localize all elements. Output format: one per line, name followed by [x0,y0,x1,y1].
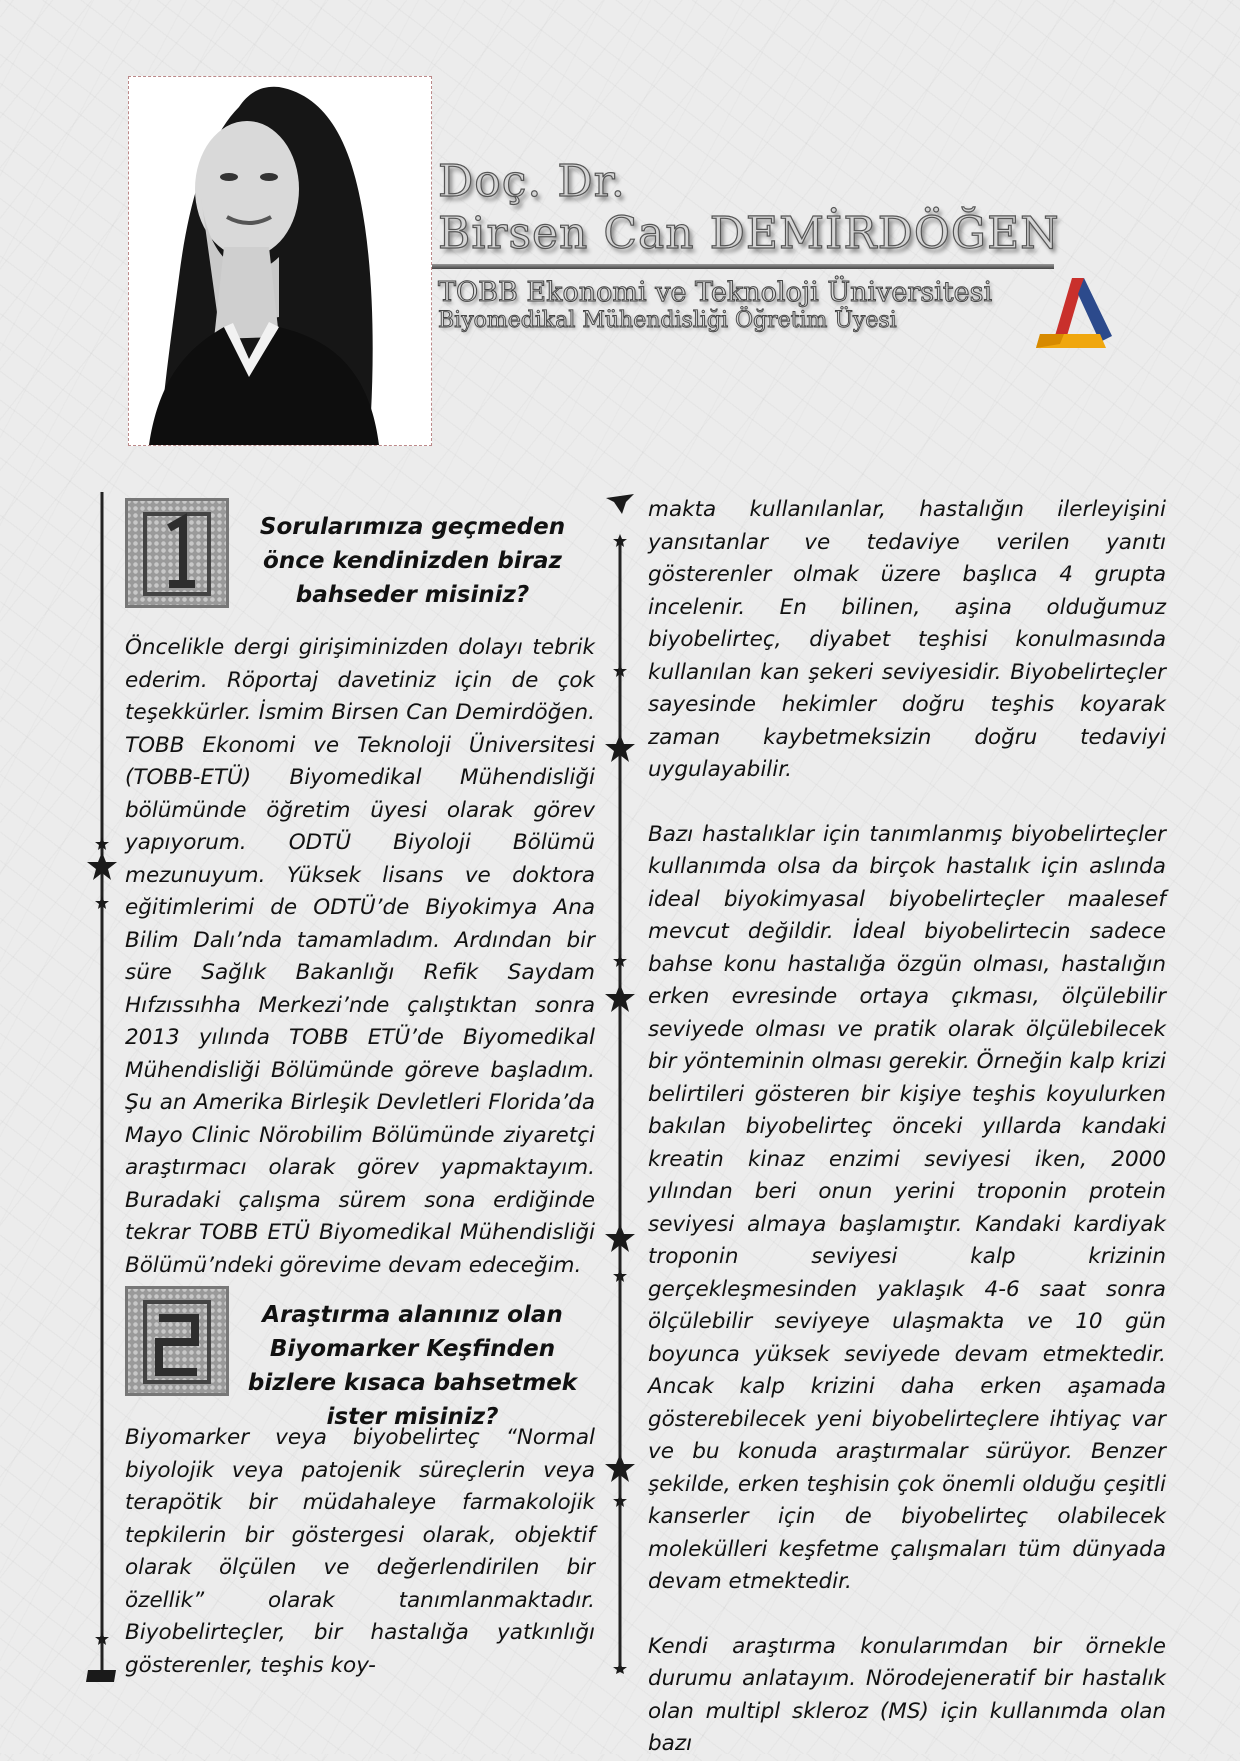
left-column [125,494,595,1682]
question-title: Sorularımıza geçmeden önce kendinizden biraz bahseder misiniz? [259,514,566,608]
question-number-badge [125,498,229,608]
number-two-icon [125,1286,229,1396]
university-name: TOBB Ekonomi ve Teknoloji Üniversitesi [438,277,993,308]
answer-paragraph: Öncelikle dergi girişiminizden dolayı tebrik ederim. Röportaj davetiniz için de çok teşekkürler. İsmim Birsen Can Demirdöğen. TOBB Ekonomi ve Teknoloji Üniversitesi (TOBB-ETÜ) Biyomedikal Mühendisliği bölümünde öğretim üyesi olarak görev yapıyorum. ODTÜ Biyoloji Bölümü mezunuyum. Yüksek lisans ve doktora eğitimlerimi de ODTÜ’de Biyokimya Ana Bilim Dalı’nda tamamladım. Ardından bir süre Sağlık Bakanlığı Refik Saydam Hıfzıssıhha Merkezi’nde çalıştıktan sonra 2013 yılında TOBB ETÜ’de Biyomedikal Mühendisliği Bölümünde göreve başladım. Şu an Amerika Birleşik Devletleri Florida’da Mayo Clinic Nörobilim Bölümünde ziyaretçi araştırmacı olarak görev yapmaktayım. Buradaki çalışma sürem sona erdiğinde tekrar TOBB ETÜ Biyomedikal Mühendisliği Bölümü’ndeki görevime devam edeceğim. [125,635,595,1278]
page-title-line1: Doç. Dr. [438,156,626,207]
affiliation-block [438,278,1058,334]
question-number-badge [125,1286,229,1396]
question-1 [125,494,595,632]
answer-paragraph: Kendi araştırma konularımdan bir örnekle durumu anlatayım. Nörodejeneratif bir hastalık olan multipl skleroz (MS) için kullanımda olan bazı [648,1633,1166,1756]
title-divider [432,264,1054,269]
answer-paragraph: Bazı hastalıklar için tanımlanmış biyobelirteçler kullanımda olsa da birçok hastalık için aslında ideal biyokimyasal biyobelirteçler maalesef mevcut değildir. İdeal biyobelirtecin sadece bahse konu hastalığa özgün olması, hastalığın erken evresinde ortaya çıkması, ölçülebilir seviyede olması ve pratik olarak ölçülebilecek bir yönteminin olması gerekir. Örneğin kalp krizi belirtileri gösteren bir kişiye teşhis koyulurken bakılan biyobelirteç önceki yıllarda kandaki kreatin kinaz enzimi seviyesi iken, 2000 yılından beri onun yerini troponin protein seviyesi almaya başlamıştır. Kandaki kardiyak troponin seviyesi kalp krizinin gerçekleşmesinden yaklaşık 4-6 saat sonra ölçülebilir seviyeye ulaşmakta ve 10 gün boyunca yüksek seviyede devam etmektedir. Ancak kalp krizini daha erken aşamada gösterebilecek yeni biyobelirteçlere ihtiyaç var ve bu konuda araştırmalar sürüyor. Benzer şekilde, erken teşhisin çok önemli olduğu çeşitli kanserler için de biyobelirteç olabilecek molekülleri keşfetme çalışmaları tüm dünyada devam etmektedir. [648,821,1166,1594]
answer-paragraph: Biyomarker veya biyobelirteç “Normal biyolojik veya patojenik süreçlerin veya terapötik bir müdahaleye farmakolojik tepkilerin bir göstergesi olarak, objektif olarak ölçülen ve değerlendirilen bir özellik” olarak tanımlanmaktadır. Biyobelirteçler, bir hastalığa yatkınlığı gösterenler, teşhis koy- [125,1425,595,1678]
right-column-ornament [602,494,638,1674]
university-logo [1030,268,1120,358]
left-column-ornament [84,492,120,1682]
portrait-photo [128,76,432,446]
answer-continuation-paragraph: makta kullanılanlar, hastalığın ilerleyişini yansıtanlar ve tedaviye verilen yanıtı gösterenler olmak üzere başlıca 4 grupta incelenir. En bilinen, aşina olduğumuz biyobelirteç, diyabet teşhisi konulmasında kullanılan kan şekeri seviyesidir. Biyobelirteçler sayesinde hekimler doğru teşhis koyarak zaman kaybetmeksizin doğru tedaviyi uygulayabilir. [648,497,1166,782]
question-title: Araştırma alanınız olan Biyomarker Keşfinden bizlere kısaca bahsetmek ister misiniz? [247,1302,578,1430]
faculty-position: Biyomedikal Mühendisliği Öğretim Üyesi [438,308,897,333]
right-column [648,494,1166,1761]
page-title-line2: Birsen Can DEMİRDÖĞEN [438,208,1060,259]
question-2 [125,1282,595,1430]
number-one-icon [125,498,229,608]
title-block [438,156,1078,260]
